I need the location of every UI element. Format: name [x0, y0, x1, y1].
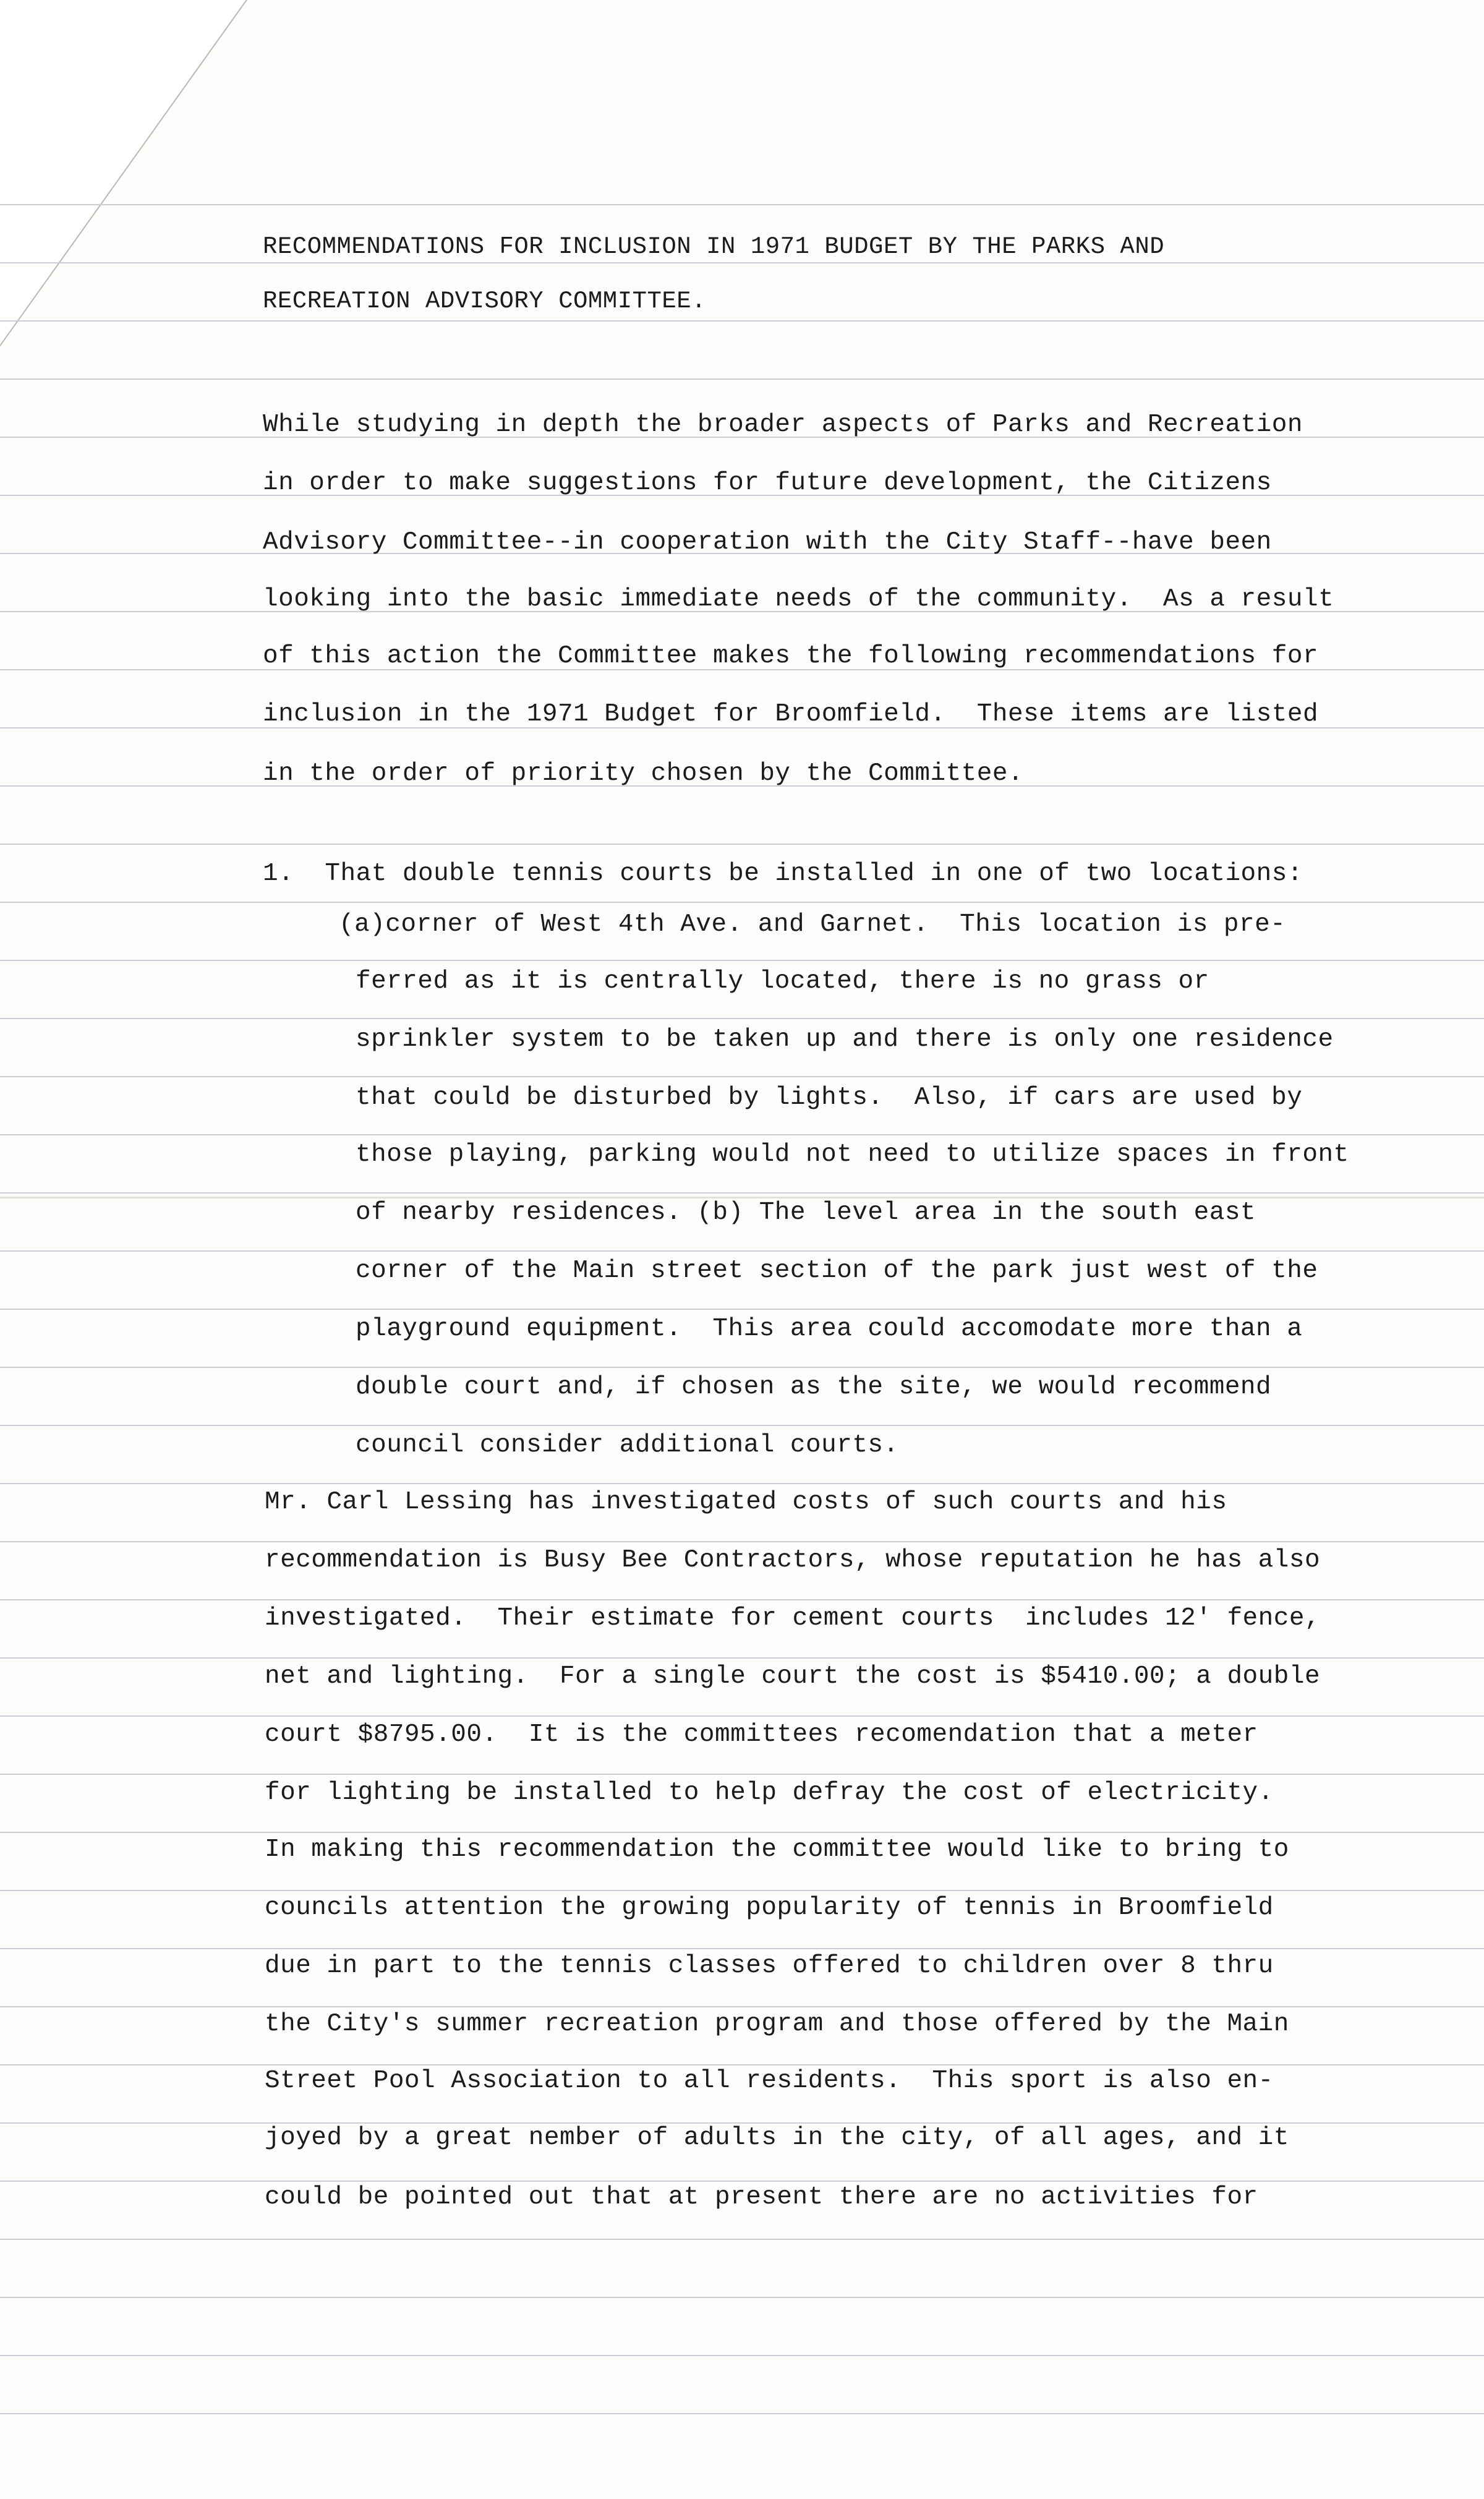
item1-line: ferred as it is centrally located, there is no grass or [356, 967, 1209, 996]
intro-line: of this action the Committee makes the following recommendations for [263, 642, 1319, 670]
document-title-line-1: RECOMMENDATIONS FOR INCLUSION IN 1971 BUDGET BY THE PARKS AND [263, 233, 1165, 260]
document-title-line-2: RECREATION ADVISORY COMMITTEE. [263, 288, 707, 315]
item1-line: 1. That double tennis courts be installed in one of two locations: [263, 860, 1303, 888]
body-line: due in part to the tennis classes offered to children over 8 thru [265, 1952, 1274, 1980]
item1-line: corner of the Main street section of the park just west of the [356, 1257, 1318, 1285]
body-line: investigated. Their estimate for cement courts includes 12' fence, [265, 1604, 1321, 1633]
body-line: could be pointed out that at present there are no activities for [265, 2183, 1258, 2211]
item1-line: sprinkler system to be taken up and there is only one residence [356, 1025, 1334, 1054]
item1-line: (a)corner of West 4th Ave. and Garnet. This location is pre- [339, 910, 1286, 939]
body-line: In making this recommendation the committee would like to bring to [265, 1835, 1289, 1864]
item1-line: council consider additional courts. [356, 1431, 899, 1459]
body-line: for lighting be installed to help defray the cost of electricity. [265, 1779, 1274, 1807]
body-line: councils attention the growing popularity of tennis in Broomfield [265, 1894, 1274, 1922]
item1-line: that could be disturbed by lights. Also, if cars are used by [356, 1083, 1303, 1112]
item1-line: playground equipment. This area could accomodate more than a [356, 1315, 1303, 1343]
item1-line: those playing, parking would not need to utilize spaces in front [356, 1140, 1349, 1169]
body-line: the City's summer recreation program and those offered by the Main [265, 2010, 1289, 2038]
body-line: court $8795.00. It is the committees recomendation that a meter [265, 1720, 1258, 1749]
item1-line: double court and, if chosen as the site, we would recommend [356, 1373, 1272, 1401]
body-line: joyed by a great nember of adults in the city, of all ages, and it [265, 2124, 1289, 2152]
body-line: recommendation is Busy Bee Contractors, whose reputation he has also [265, 1546, 1321, 1574]
item1-line: of nearby residences. (b) The level area in the south east [356, 1198, 1256, 1227]
intro-line: in the order of priority chosen by the Committee. [263, 759, 1024, 788]
body-line: Mr. Carl Lessing has investigated costs of such courts and his [265, 1488, 1227, 1516]
body-line: net and lighting. For a single court the cost is $5410.00; a double [265, 1662, 1321, 1691]
body-line: Street Pool Association to all residents. This sport is also en- [265, 2067, 1274, 2095]
intro-line: in order to make suggestions for future development, the Citizens [263, 469, 1272, 497]
intro-line: looking into the basic immediate needs of the community. As a result [263, 585, 1334, 613]
intro-line: inclusion in the 1971 Budget for Broomfield. These items are listed [263, 700, 1319, 728]
intro-line: While studying in depth the broader aspects of Parks and Recreation [263, 411, 1303, 439]
intro-line: Advisory Committee--in cooperation with the City Staff--have been [263, 528, 1272, 557]
